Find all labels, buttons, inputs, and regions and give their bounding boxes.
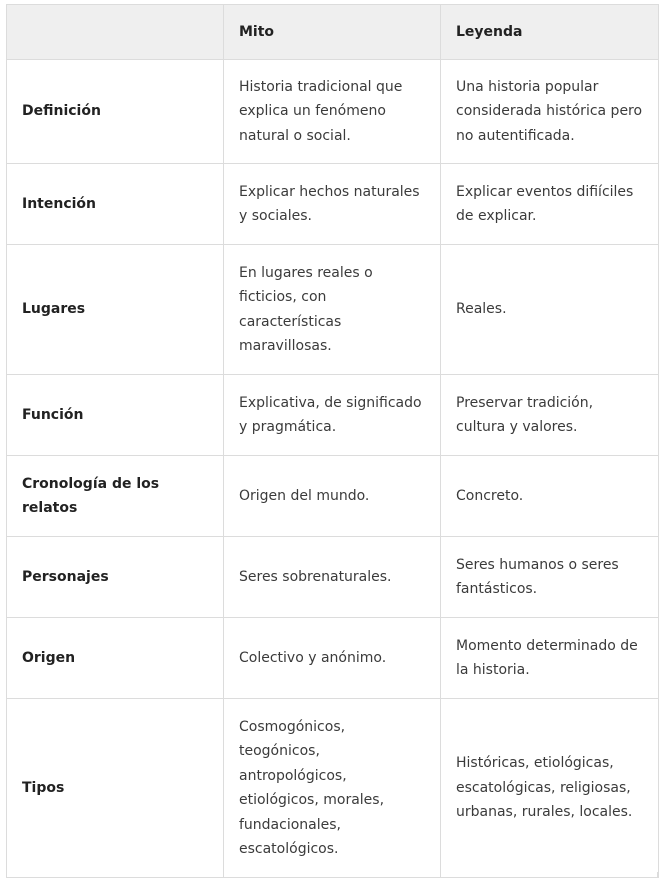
row-label: Lugares bbox=[7, 245, 224, 375]
mito-cell: Explicativa, de significado y pragmática. bbox=[224, 375, 441, 456]
table-row bbox=[7, 618, 659, 699]
row-label: Cronología de los relatos bbox=[7, 456, 224, 537]
mito-cell: Seres sobrenaturales. bbox=[224, 537, 441, 618]
table-body bbox=[7, 60, 659, 878]
column-divider bbox=[223, 872, 224, 878]
table-row bbox=[7, 245, 659, 375]
table-row bbox=[7, 456, 659, 537]
header-cell-mito: Mito bbox=[224, 5, 441, 60]
row-label: Personajes bbox=[7, 537, 224, 618]
header-cell-empty bbox=[7, 5, 224, 60]
mito-cell: Explicar hechos naturales y sociales. bbox=[224, 164, 441, 245]
leyenda-cell: Concreto. bbox=[441, 456, 659, 537]
leyenda-cell: Históricas, etiológicas, escatológicas, religiosas, urbanas, rurales, locales. bbox=[441, 699, 659, 878]
mito-cell: Colectivo y anónimo. bbox=[224, 618, 441, 699]
table-header bbox=[7, 5, 659, 60]
column-divider bbox=[440, 872, 441, 878]
row-label: Tipos bbox=[7, 699, 224, 878]
leyenda-cell: Explicar eventos difiíciles de explicar. bbox=[441, 164, 659, 245]
leyenda-cell: Momento determinado de la historia. bbox=[441, 618, 659, 699]
mito-cell: Historia tradicional que explica un fenómeno natural o social. bbox=[224, 60, 441, 164]
row-label: Origen bbox=[7, 618, 224, 699]
next-row-border bbox=[6, 872, 658, 878]
leyenda-cell: Una historia popular considerada histórica pero no autentificada. bbox=[441, 60, 659, 164]
header-cell-leyenda: Leyenda bbox=[441, 5, 659, 60]
table-row bbox=[7, 375, 659, 456]
row-label: Definición bbox=[7, 60, 224, 164]
leyenda-cell: Seres humanos o seres fantásticos. bbox=[441, 537, 659, 618]
leyenda-cell: Preservar tradición, cultura y valores. bbox=[441, 375, 659, 456]
table-row bbox=[7, 537, 659, 618]
table-row bbox=[7, 164, 659, 245]
mito-cell: Origen del mundo. bbox=[224, 456, 441, 537]
table-row bbox=[7, 699, 659, 878]
row-label: Intención bbox=[7, 164, 224, 245]
header-row bbox=[7, 5, 659, 60]
mito-cell: En lugares reales o ficticios, con características maravillosas. bbox=[224, 245, 441, 375]
row-label: Función bbox=[7, 375, 224, 456]
comparison-table bbox=[6, 4, 659, 878]
mito-cell: Cosmogónicos, teogónicos, antropológicos, etiológicos, morales, fundacionales, escatológicos. bbox=[224, 699, 441, 878]
table-row bbox=[7, 60, 659, 164]
leyenda-cell: Reales. bbox=[441, 245, 659, 375]
